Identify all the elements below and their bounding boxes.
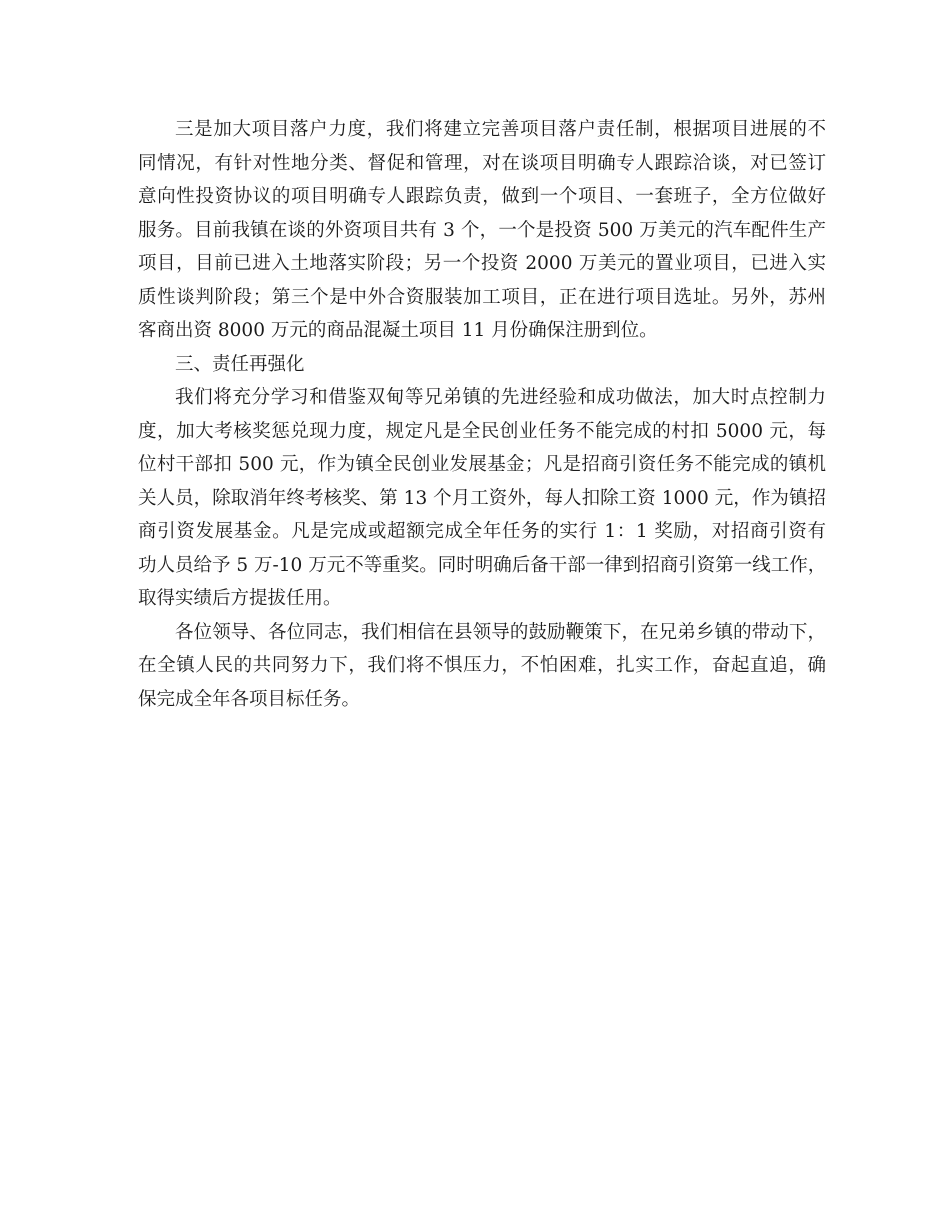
- text-line: 功人员给予 5 万-10 万元不等重奖。同时明确后备干部一律到招商引资第一线工作，: [138, 554, 827, 576]
- heading-text: 三、责任再强化: [175, 353, 305, 375]
- text-line: 意向性投资协议的项目明确专人跟踪负责，做到一个项目、一套班子，全方位做好: [138, 186, 826, 207]
- paragraph-project-landing: [138, 113, 826, 348]
- text-line: 位村干部扣 500 元，作为镇全民创业发展基金；凡是招商引资任务不能完成的镇机: [138, 454, 826, 475]
- text-line: 取得实绩后方提拔任用。: [138, 588, 342, 609]
- text-line: 三是加大项目落户力度，我们将建立完善项目落户责任制，根据项目进展的不: [175, 119, 826, 140]
- paragraph-closing: [138, 616, 826, 717]
- text-line: 质性谈判阶段；第三个是中外合资服装加工项目，正在进行项目选址。另外，苏州: [138, 286, 826, 308]
- paragraph-responsibility: [138, 381, 826, 616]
- text-line: 同情况，有针对性地分类、督促和管理，对在谈项目明确专人跟踪洽谈，对已签订: [138, 152, 826, 174]
- text-line: 各位领导、各位同志，我们相信在县领导的鼓励鞭策下，在兄弟乡镇的带动下，: [175, 621, 826, 643]
- text-line: 度，加大考核奖惩兑现力度，规定凡是全民创业任务不能完成的村扣 5000 元，每: [138, 420, 826, 442]
- text-line: 关人员，除取消年终考核奖、第 13 个月工资外，每人扣除工资 1000 元，作为镇招: [138, 487, 826, 509]
- text-line: 保完成全年各项目标任务。: [138, 688, 361, 710]
- text-line: 服务。目前我镇在谈的外资项目共有 3 个，一个是投资 500 万美元的汽车配件生产: [138, 219, 826, 241]
- section-heading: [138, 348, 826, 382]
- text-line: 客商出资 8000 万元的商品混凝土项目 11 月份确保注册到位。: [138, 320, 658, 341]
- text-line: 商引资发展基金。凡是完成或超额完成全年任务的实行 1：1 奖励，对招商引资有: [138, 521, 826, 542]
- text-line: 项目，目前已进入土地落实阶段；另一个投资 2000 万美元的置业项目，已进入实: [138, 253, 826, 274]
- text-line: 在全镇人民的共同努力下，我们将不惧压力，不怕困难，扎实工作，奋起直追，确: [138, 655, 826, 676]
- text-line: 我们将充分学习和借鉴双甸等兄弟镇的先进经验和成功做法，加大时点控制力: [175, 387, 826, 408]
- document-body: [138, 113, 826, 716]
